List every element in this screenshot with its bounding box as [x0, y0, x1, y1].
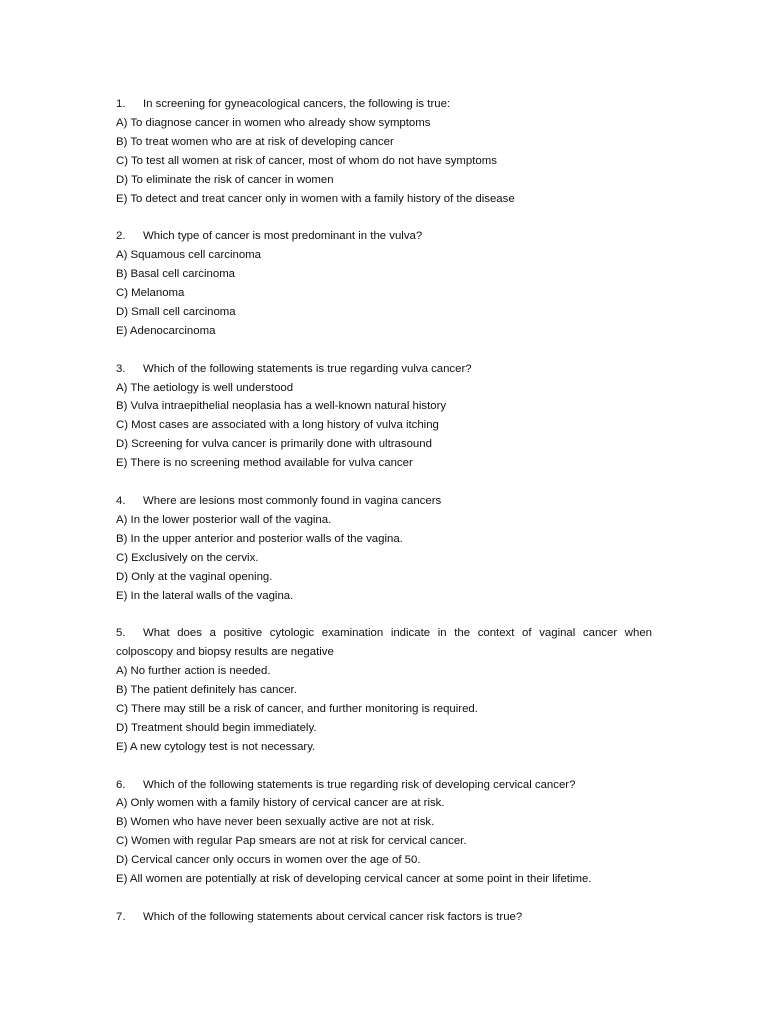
- question-number: 6.: [116, 778, 126, 791]
- question-stem: [116, 360, 652, 379]
- question-text: Which of the following statements is true regarding vulva cancer?: [143, 362, 472, 375]
- option-d: D) Treatment should begin immediately.: [116, 721, 317, 734]
- question-2: [116, 227, 652, 340]
- option-a: A) To diagnose cancer in women who already show symptoms: [116, 116, 431, 129]
- question-stem: [116, 908, 652, 927]
- option-e: E) In the lateral walls of the vagina.: [116, 589, 294, 602]
- option-d: D) Cervical cancer only occurs in women over the age of 50.: [116, 854, 421, 867]
- question-1: [116, 95, 652, 208]
- question-number: 4.: [116, 494, 126, 507]
- question-number: 7.: [116, 910, 126, 923]
- option-a: A) Squamous cell carcinoma: [116, 249, 261, 262]
- question-text: Which of the following statements about cervical cancer risk factors is true?: [143, 910, 523, 923]
- option-e: E) Adenocarcinoma: [116, 324, 216, 337]
- option-b: B) Women who have never been sexually active are not at risk.: [116, 816, 435, 829]
- question-text: Which of the following statements is true regarding risk of developing cervical cancer?: [143, 778, 576, 791]
- option-d: D) To eliminate the risk of cancer in women: [116, 173, 334, 186]
- option-e: E) All women are potentially at risk of developing cervical cancer at some point in their lifetime.: [116, 873, 592, 886]
- option-a: A) No further action is needed.: [116, 665, 271, 678]
- option-e: E) To detect and treat cancer only in women with a family history of the disease: [116, 192, 515, 205]
- option-c: C) There may still be a risk of cancer, and further monitoring is required.: [116, 702, 478, 715]
- option-b: B) To treat women who are at risk of developing cancer: [116, 135, 394, 148]
- question-text: What does a positive cytologic examination indicate in the context of vaginal cancer when colposcopy and biopsy results are negative: [116, 627, 652, 659]
- question-5: [116, 624, 652, 756]
- question-text: Which type of cancer is most predominant in the vulva?: [143, 230, 423, 243]
- question-text: Where are lesions most commonly found in vagina cancers: [143, 494, 442, 507]
- option-c: C) Women with regular Pap smears are not at risk for cervical cancer.: [116, 835, 467, 848]
- question-stem: [116, 776, 652, 795]
- option-b: B) Vulva intraepithelial neoplasia has a well-known natural history: [116, 400, 447, 413]
- question-number: 5.: [116, 627, 126, 640]
- option-a: A) In the lower posterior wall of the vagina.: [116, 513, 332, 526]
- option-c: C) Melanoma: [116, 287, 185, 300]
- option-b: B) Basal cell carcinoma: [116, 268, 236, 281]
- option-e: E) There is no screening method available for vulva cancer: [116, 457, 413, 470]
- option-d: D) Only at the vaginal opening.: [116, 570, 273, 583]
- question-stem: [116, 227, 652, 246]
- option-d: D) Small cell carcinoma: [116, 305, 236, 318]
- option-a: A) Only women with a family history of cervical cancer are at risk.: [116, 797, 445, 810]
- option-e: E) A new cytology test is not necessary.: [116, 740, 316, 753]
- option-c: C) Most cases are associated with a long history of vulva itching: [116, 419, 439, 432]
- question-4: [116, 492, 652, 605]
- question-stem: [116, 492, 652, 511]
- question-number: 3.: [116, 362, 126, 375]
- document-page: [116, 95, 652, 946]
- question-stem: [116, 95, 652, 114]
- option-a: A) The aetiology is well understood: [116, 381, 294, 394]
- question-number: 2.: [116, 230, 126, 243]
- question-7: [116, 908, 652, 927]
- option-b: B) The patient definitely has cancer.: [116, 684, 297, 697]
- question-6: [116, 776, 652, 889]
- question-number: 1.: [116, 98, 126, 110]
- question-3: [116, 360, 652, 473]
- option-d: D) Screening for vulva cancer is primarily done with ultrasound: [116, 438, 432, 451]
- option-b: B) In the upper anterior and posterior walls of the vagina.: [116, 532, 403, 545]
- question-text: In screening for gyneacological cancers, the following is true:: [143, 98, 451, 110]
- option-c: C) To test all women at risk of cancer, most of whom do not have symptoms: [116, 154, 497, 167]
- question-stem: [116, 624, 652, 662]
- option-c: C) Exclusively on the cervix.: [116, 551, 259, 564]
